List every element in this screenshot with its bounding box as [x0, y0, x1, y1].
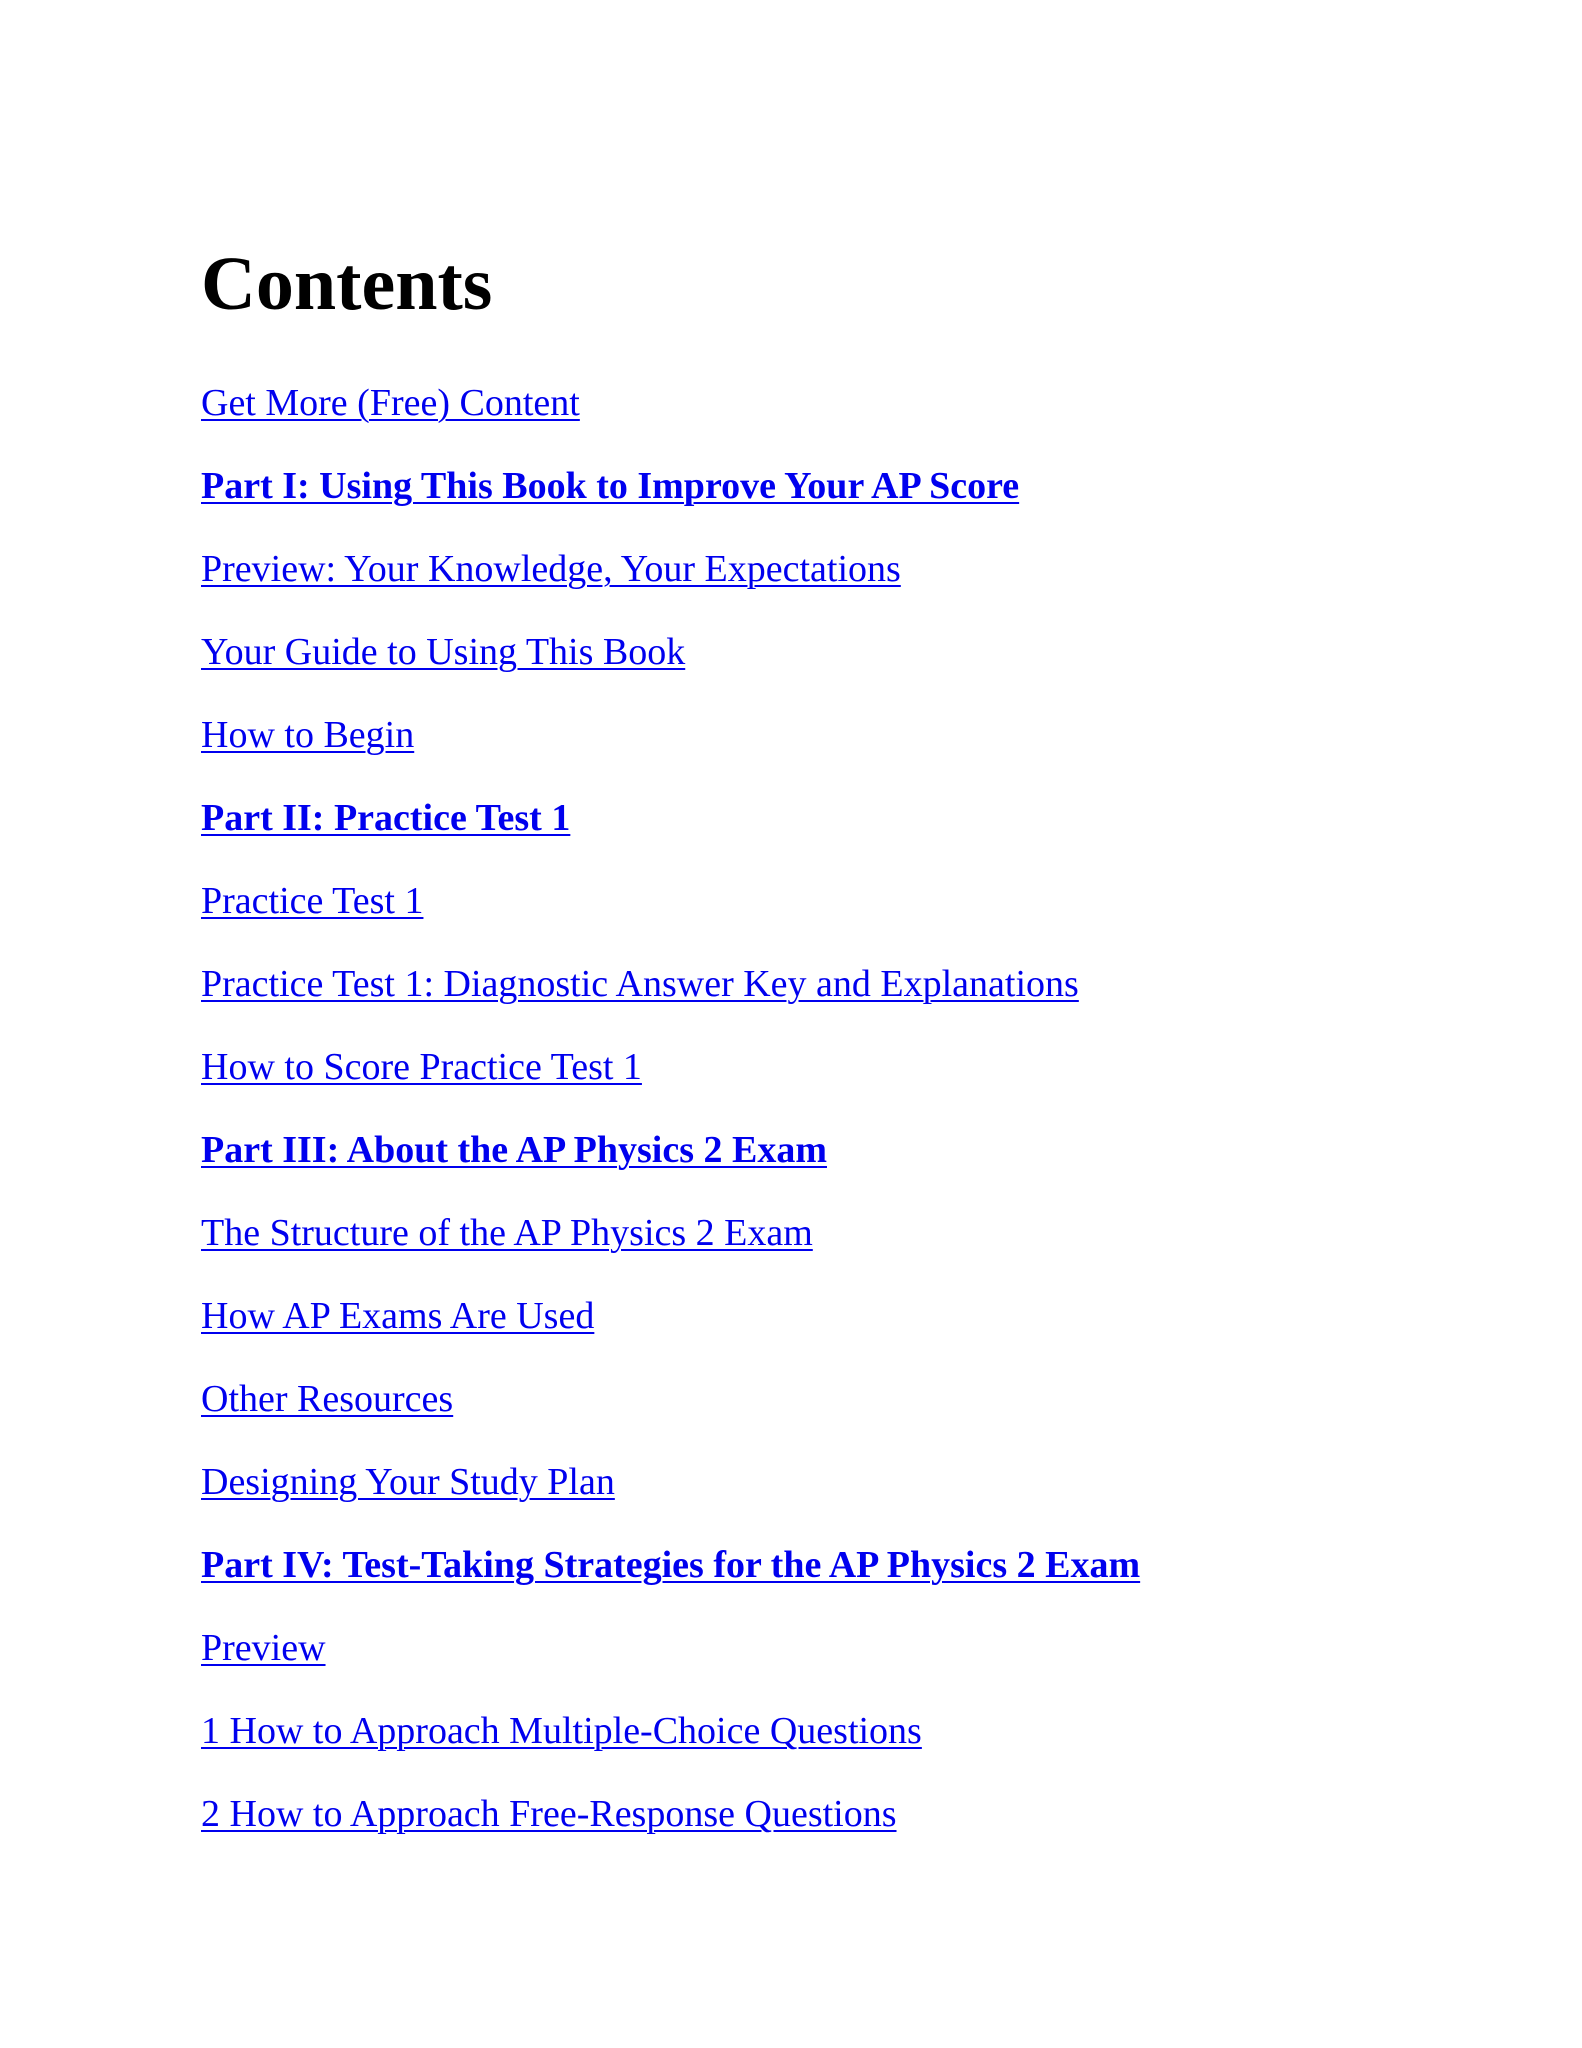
toc-link-part-2[interactable]: Part II: Practice Test 1 — [201, 797, 571, 839]
toc-link-chapter-1[interactable]: 1 How to Approach Multiple-Choice Questions — [201, 1710, 922, 1752]
toc-item — [201, 708, 1140, 791]
toc-link-part-1[interactable]: Part I: Using This Book to Improve Your AP Score — [201, 465, 1020, 507]
toc-link-practice-test-1[interactable]: Practice Test 1 — [201, 880, 424, 922]
toc-link-preview[interactable]: Preview — [201, 1627, 326, 1669]
toc-item — [201, 1621, 1140, 1704]
toc-link-other-resources[interactable]: Other Resources — [201, 1378, 454, 1420]
toc-item — [201, 1787, 1140, 1870]
toc-item — [201, 957, 1140, 1040]
toc-link-chapter-2[interactable]: 2 How to Approach Free-Response Questions — [201, 1793, 897, 1835]
toc-link-part-3[interactable]: Part III: About the AP Physics 2 Exam — [201, 1129, 827, 1171]
toc-link-preview-knowledge[interactable]: Preview: Your Knowledge, Your Expectations — [201, 548, 901, 590]
toc-link-exam-structure[interactable]: The Structure of the AP Physics 2 Exam — [201, 1212, 813, 1254]
toc-item — [201, 459, 1140, 542]
toc-item — [201, 874, 1140, 957]
toc-item — [201, 1289, 1140, 1372]
toc-link-how-exams-used[interactable]: How AP Exams Are Used — [201, 1295, 595, 1337]
table-of-contents — [201, 376, 1140, 1870]
toc-link-answer-key[interactable]: Practice Test 1: Diagnostic Answer Key and Explanations — [201, 963, 1079, 1005]
toc-item — [201, 1206, 1140, 1289]
toc-item — [201, 791, 1140, 874]
toc-item — [201, 1040, 1140, 1123]
toc-item — [201, 542, 1140, 625]
toc-item — [201, 1704, 1140, 1787]
toc-link-guide[interactable]: Your Guide to Using This Book — [201, 631, 686, 673]
toc-item — [201, 625, 1140, 708]
toc-link-how-to-begin[interactable]: How to Begin — [201, 714, 415, 756]
toc-item — [201, 1372, 1140, 1455]
page-title: Contents — [201, 242, 493, 326]
toc-link-part-4[interactable]: Part IV: Test-Taking Strategies for the AP Physics 2 Exam — [201, 1544, 1141, 1586]
toc-link-how-to-score[interactable]: How to Score Practice Test 1 — [201, 1046, 642, 1088]
toc-link-get-more-free-content[interactable]: Get More (Free) Content — [201, 382, 580, 424]
toc-item — [201, 1455, 1140, 1538]
toc-item — [201, 1123, 1140, 1206]
toc-link-study-plan[interactable]: Designing Your Study Plan — [201, 1461, 615, 1503]
toc-item — [201, 376, 1140, 459]
toc-item — [201, 1538, 1140, 1621]
